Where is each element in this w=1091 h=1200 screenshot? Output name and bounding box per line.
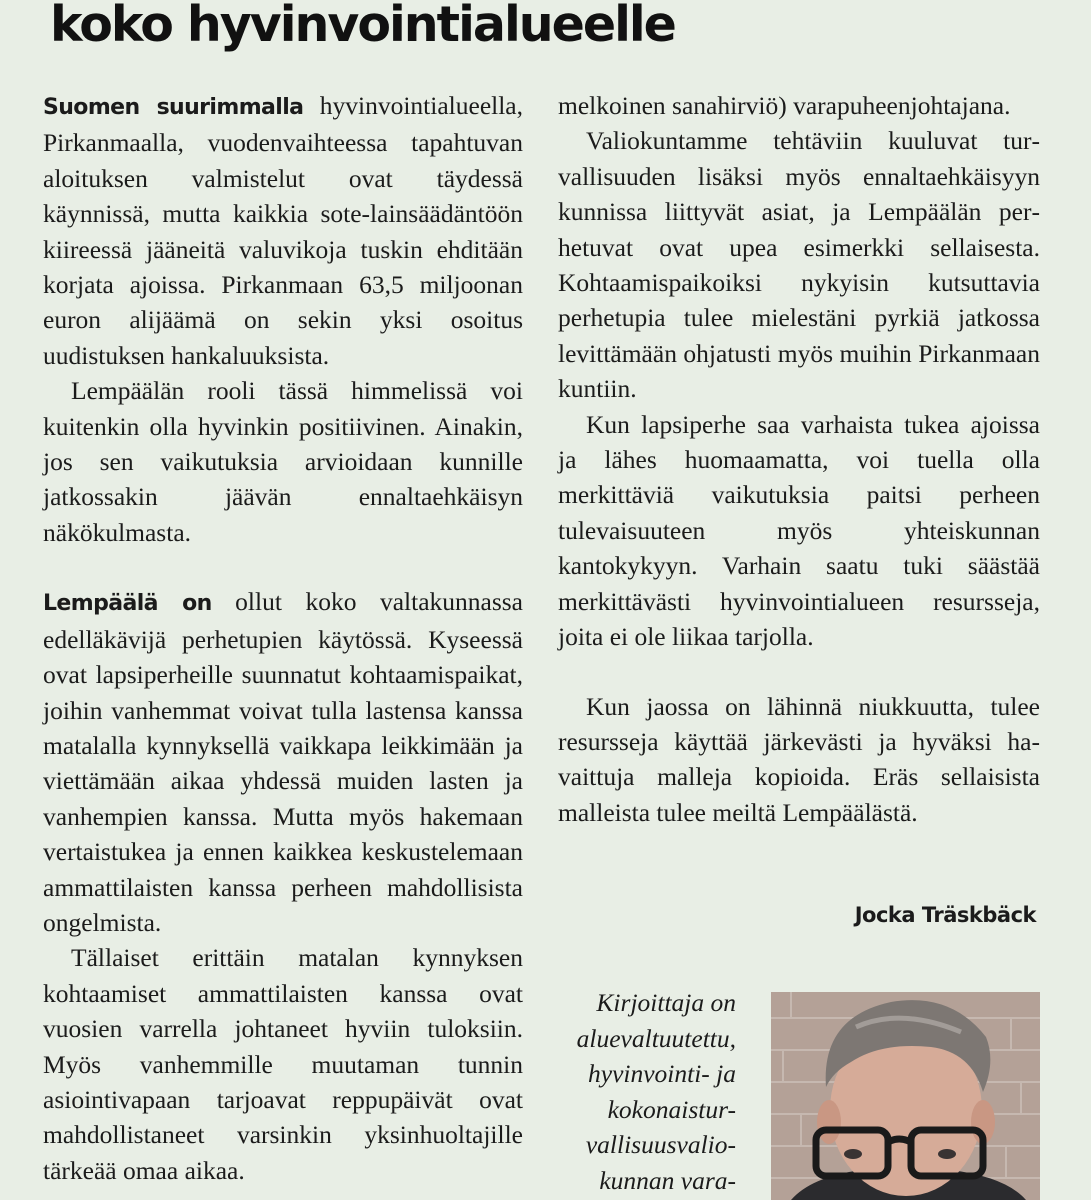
paragraph-text: Lempäälän rooli tässä himmelissä voi kuitenkin olla hyvinkin positiivinen. Ainakin, jos sen vaikutuksia arvioidaan kunnille jatkossakin jäävän ennaltaehkäisyn näkökulmasta. xyxy=(43,376,523,547)
article-column-right xyxy=(558,88,1040,830)
paragraph xyxy=(558,407,1040,655)
bio-line: kokonaistur- xyxy=(607,1094,736,1124)
bio-line: hyvinvointi- ja xyxy=(588,1059,736,1088)
article-column-left xyxy=(43,88,523,1188)
bio-line: vallisuusvalio- xyxy=(585,1130,736,1159)
lead-in: Lempäälä on xyxy=(43,591,212,617)
bio-line: kunnan vara- xyxy=(599,1165,736,1195)
paragraph-text: hyvinvointialueella, Pirkanmaalla, vuodenvaihteessa tapahtuvan aloituksen valmistelut ovat täydessä käynnissä, mutta kaikkia sote-lainsäädäntöön kiireessä jääneitä valuvikoja tuskin ehditään korjata ajoissa. Pirkanmaan 63,5 miljoonan euron alijäämä on sekin yksi osoitus uudistuksen hankaluuksista. xyxy=(43,91,523,370)
lead-in: Suomen suurimmalla xyxy=(43,95,304,120)
paragraph xyxy=(43,373,523,550)
paragraph-text: Valiokuntamme tehtäviin kuuluvat turvallisuuden lisäksi myös ennaltaehkäisyyn kunnissa liittyvät asiat, ja Lempäälän perhetuvat ovat upea esimerkki sellaisesta. Kohtaamispaikoiksi nykyisin kutsuttavia perhetupia tulee mielestäni pyrkiä jatkossa levittämään ohjatusti myös muihin Pirkanmaan kuntiin. xyxy=(558,126,1040,404)
paragraph xyxy=(558,88,1040,123)
author-photo xyxy=(771,992,1040,1200)
bio-line: aluevaltuutettu, xyxy=(576,1023,736,1053)
paragraph xyxy=(43,584,523,940)
author-signature: Jocka Träskbäck xyxy=(854,903,1036,927)
paragraph xyxy=(558,689,1040,831)
bio-line: Kirjoittaja on xyxy=(596,988,736,1017)
article-headline: koko hyvinvointialueelle xyxy=(50,0,675,53)
paragraph-text: ollut koko valtakunnassa edelläkävijä perhetupien käytössä. Kyseessä ovat lapsiperheille suunnatut kohtaamispaikat, joihin vanhemmat voivat tulla lastensa kanssa matalalla kynnyksellä vaikkapa leikkimään ja viettämään aikaa yhdessä muiden lasten ja vanhempien kanssa. Mutta myös hakemaan vertaistukea ja ennen kaikkea keskustelemaan ammattilaisten kanssa perheen mahdollisista ongelmista. xyxy=(43,587,524,937)
paragraph-text: melkoinen sanahirviö) varapuheenjohtajana. xyxy=(558,91,1011,120)
paragraph-text: Kun lapsiperhe saa varhaista tukea ajoissa ja lähes huomaamatta, voi tuella olla merkittäviä vaikutuksia paitsi perheen tulevaisuuteen myös yhteiskunnan kantokykyyn. Varhain saatu tuki säästää merkittävästi hyvinvointialueen resursseja, joita ei ole liikaa tarjolla. xyxy=(558,409,1040,652)
paragraph xyxy=(43,88,523,373)
paragraph-text: Kun jaossa on lähinnä niukkuutta, tulee resursseja käyttää järkevästi ja hyväksi havaittuja malleja kopioida. Eräs sellaisista malleista tulee meiltä Lempäälästä. xyxy=(558,691,1040,827)
paragraph xyxy=(43,940,523,1188)
paragraph xyxy=(558,123,1040,406)
author-bio xyxy=(540,985,736,1198)
paragraph-text: Tällaiset erittäin matalan kynnyksen kohtaamiset ammattilaisten kanssa ovat vuosien varrella johtaneet hyviin tuloksiin. Myös vanhemmille muutaman tunnin asiointivapaan tarjoavat reppupäivät ovat mahdollistaneet varsinkin yksinhuoltajille tärkeää omaa aikaa. xyxy=(43,943,523,1185)
